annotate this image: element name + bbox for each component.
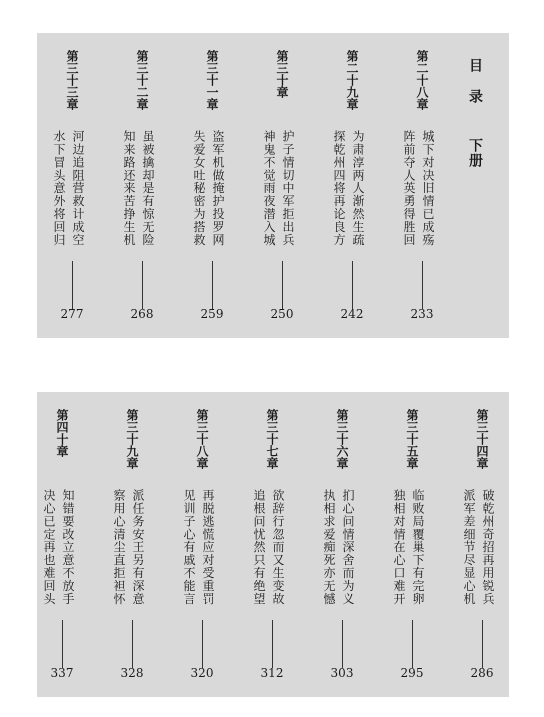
toc-entry[interactable] [242,392,302,697]
toc-entry[interactable] [312,392,372,697]
chapter-title-line-1: 城下对决旧情已成殇 [421,130,435,247]
leader-line [272,620,273,668]
chapter-title-line-1: 欲辞行忽而又生变故 [271,489,285,606]
page-number: 303 [330,666,354,680]
page-number: 259 [200,307,224,321]
chapter-titles [39,489,77,619]
chapter-title-line-2: 水下冒头意外将回归 [52,130,66,247]
chapter-number: 第三十八章 [195,409,209,469]
chapter-title-line-1: 扪心问情深舍而为义 [341,489,355,606]
leader-line [482,620,483,668]
leader-line [132,620,133,668]
leader-line [352,261,353,309]
toc-entry[interactable] [172,392,232,697]
page-number: 277 [60,307,84,321]
toc-entry[interactable] [452,392,512,697]
toc-heading [449,58,489,258]
leader-line [142,261,143,309]
toc-entry[interactable] [112,33,172,338]
chapter-title-line-1: 为肃淳两人渐然生疏 [351,130,365,247]
chapter-number: 第三十三章 [65,50,79,110]
chapter-titles [329,130,367,260]
chapter-number: 第二十八章 [415,50,429,110]
chapter-title-line-1: 河边追阻营救计成空 [71,130,85,247]
chapter-titles [459,489,497,619]
chapter-titles [389,489,427,619]
chapter-title-line-1: 知错要改立意不放手 [61,489,75,606]
leader-line [72,261,73,309]
chapter-title-line-2: 探乾州四将再论良方 [332,130,346,247]
toc-entry[interactable] [392,33,452,338]
chapter-title-line-2: 神鬼不觉雨夜潜入城 [262,130,276,247]
chapter-number: 第三十一章 [205,50,219,110]
page-number: 312 [260,666,284,680]
leader-line [412,620,413,668]
toc-entry[interactable] [322,33,382,338]
chapter-title-line-2: 见训子心有戚不能言 [182,489,196,606]
page-number: 250 [270,307,294,321]
toc-entry[interactable] [102,392,162,697]
page-number: 295 [400,666,424,680]
chapter-titles [119,130,157,260]
chapter-title-line-1: 护子情切中军拒出兵 [281,130,295,247]
leader-line [282,261,283,309]
volume-label: 下册 [467,138,483,168]
toc-entry[interactable] [382,392,442,697]
chapter-titles [49,130,87,260]
page-number: 268 [130,307,154,321]
chapter-title-line-2: 执相求爱痴死亦无憾 [322,489,336,606]
chapter-titles [189,130,227,260]
chapter-titles [399,130,437,260]
toc-panel-top [37,33,509,338]
page-number: 328 [120,666,144,680]
chapter-title-line-2: 察用心清尘直拒袒怀 [112,489,126,606]
page-number: 242 [340,307,364,321]
leader-line [62,620,63,668]
chapter-title-line-1: 虽被擒却是有惊无险 [141,130,155,247]
chapter-title-line-1: 再脱逃慌应对受重罚 [201,489,215,606]
chapter-number: 第三十二章 [135,50,149,110]
toc-entry[interactable] [252,33,312,338]
chapter-title-line-2: 独相对情在心口难开 [392,489,406,606]
toc-title: 目录 [467,58,483,120]
chapter-title-line-2: 追根问忧然只有绝望 [252,489,266,606]
chapter-title-line-2: 知来路还来苦挣生机 [122,130,136,247]
toc-entry[interactable] [182,33,242,338]
leader-line [212,261,213,309]
chapter-titles [249,489,287,619]
chapter-number: 第四十章 [55,409,69,457]
chapter-title-line-1: 盗军机做掩护投罗网 [211,130,225,247]
chapter-titles [179,489,217,619]
chapter-titles [319,489,357,619]
chapter-titles [109,489,147,619]
chapter-number: 第三十五章 [405,409,419,469]
page-number: 233 [410,307,434,321]
chapter-title-line-2: 失爱女吐秘密为搭救 [192,130,206,247]
chapter-titles [259,130,297,260]
chapter-title-line-1: 临败局覆巢下有完卵 [411,489,425,606]
chapter-number: 第二十九章 [345,50,359,110]
chapter-number: 第三十七章 [265,409,279,469]
leader-line [342,620,343,668]
chapter-title-line-1: 破乾州奇招再用锐兵 [481,489,495,606]
chapter-number: 第三十九章 [125,409,139,469]
chapter-title-line-1: 派任务安王另有深意 [131,489,145,606]
page-number: 286 [470,666,494,680]
toc-entry[interactable] [32,392,92,697]
toc-panel-bottom [37,392,509,697]
leader-line [422,261,423,309]
toc-entry[interactable] [42,33,102,338]
chapter-title-line-2: 阵前夺人英勇得胜回 [402,130,416,247]
chapter-number: 第三十六章 [335,409,349,469]
chapter-title-line-2: 决心已定再也难回头 [42,489,56,606]
page-number: 337 [50,666,74,680]
page-number: 320 [190,666,214,680]
chapter-title-line-2: 派军差细节尽显心机 [462,489,476,606]
leader-line [202,620,203,668]
chapter-number: 第三十章 [275,50,289,98]
chapter-number: 第三十四章 [475,409,489,469]
